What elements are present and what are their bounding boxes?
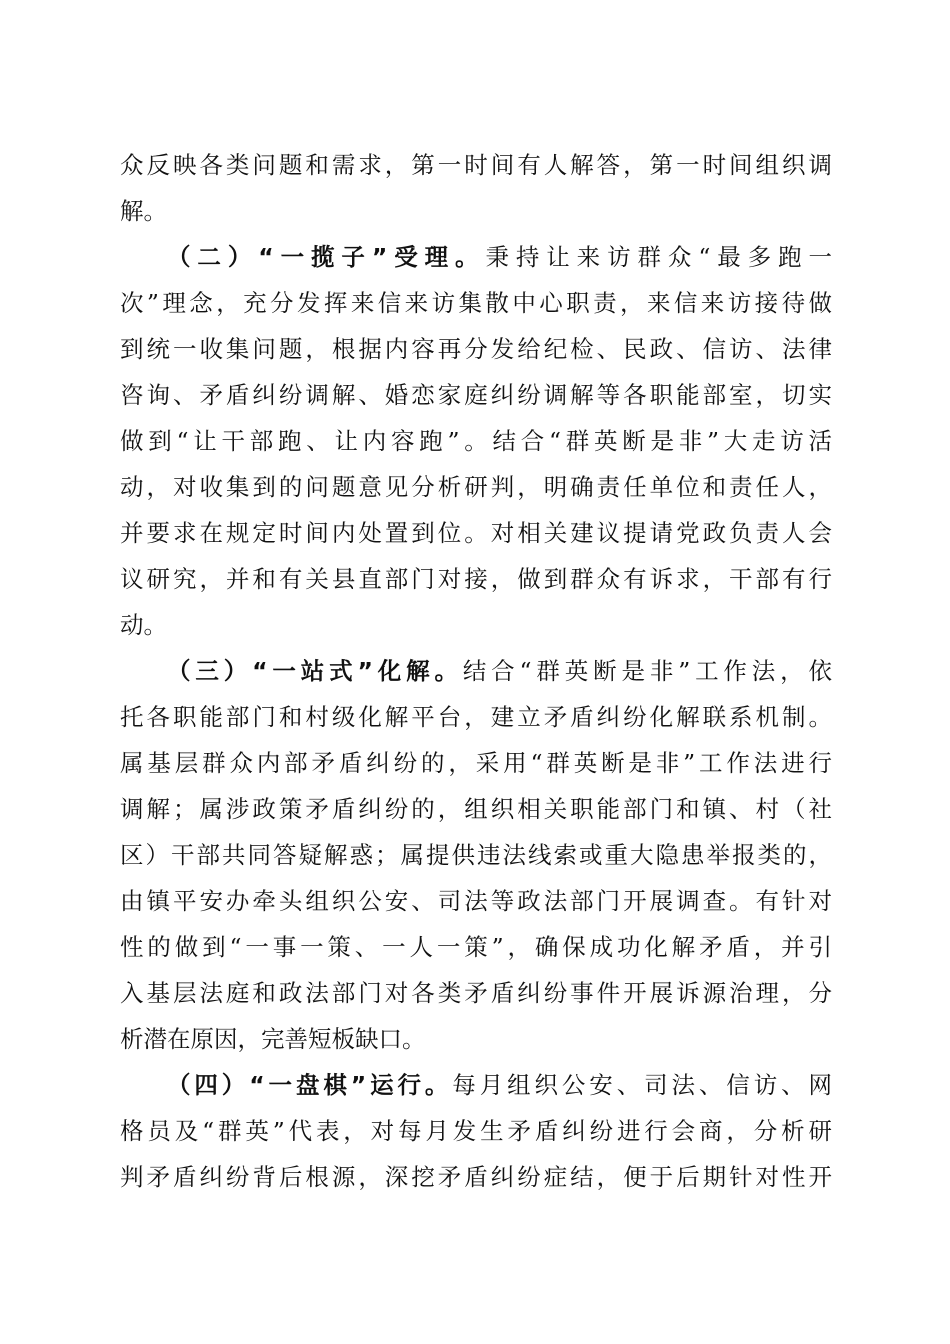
section-heading: （二）“一揽子”受理。 [167, 243, 486, 271]
paragraph-line: 咨询、矛盾纠纷调解、婚恋家庭纠纷调解等各职能部室，切实 [120, 381, 832, 409]
paragraph-line: 由镇平安办牵头组织公安、司法等政法部门开展调查。有针对 [120, 887, 832, 915]
paragraph-first-line [120, 648, 832, 694]
paragraph-line: 每月组织公安、司法、信访、网 [452, 1071, 833, 1099]
paragraph-line: 托各职能部门和村级化解平台，建立矛盾纠纷化解联系机制。 [120, 703, 832, 731]
paragraph-line: 调解；属涉政策矛盾纠纷的，组织相关职能部门和镇、村（社 [120, 795, 832, 823]
paragraph-line: 结合“群英断是非”工作法，依 [462, 657, 833, 685]
document-body [120, 142, 832, 1200]
paragraph-line: 性的做到“一事一策、一人一策”，确保成功化解矛盾，并引 [120, 933, 832, 961]
paragraph-line: 动，对收集到的问题意见分析研判，明确责任单位和责任人， [120, 473, 832, 501]
paragraph-line: 并要求在规定时间内处置到位。对相关建议提请党政负责人会 [120, 519, 832, 547]
paragraph-line: 秉持让来访群众“最多跑一 [485, 243, 832, 271]
paragraph-first-line [120, 1062, 832, 1108]
section-heading: （四）“一盘棋”运行。 [167, 1071, 453, 1099]
paragraph-line: 到统一收集问题，根据内容再分发给纪检、民政、信访、法律 [120, 335, 832, 363]
paragraph-line: 众反映各类问题和需求，第一时间有人解答，第一时间组织调 [120, 151, 832, 179]
paragraph-line: 议研究，并和有关县直部门对接，做到群众有诉求，干部有行 [120, 565, 832, 593]
paragraph-line: 做到“让干部跑、让内容跑”。结合“群英断是非”大走访活 [120, 427, 832, 455]
section-heading: （三）“一站式”化解。 [167, 657, 463, 685]
paragraph-line: 析潜在原因，完善短板缺口。 [120, 1025, 426, 1053]
paragraph-line: 次”理念，充分发挥来信来访集散中心职责，来信来访接待做 [120, 289, 832, 317]
paragraph-line: 判矛盾纠纷背后根源，深挖矛盾纠纷症结，便于后期针对性开 [120, 1163, 832, 1191]
paragraph-line: 动。 [120, 611, 167, 639]
paragraph-first-line [120, 234, 832, 280]
paragraph-line: 解。 [120, 197, 167, 225]
paragraph-line: 格员及“群英”代表，对每月发生矛盾纠纷进行会商，分析研 [120, 1117, 832, 1145]
paragraph-line: 属基层群众内部矛盾纠纷的，采用“群英断是非”工作法进行 [120, 749, 832, 777]
paragraph-line: 入基层法庭和政法部门对各类矛盾纠纷事件开展诉源治理，分 [120, 979, 832, 1007]
paragraph-line: 区）干部共同答疑解惑；属提供违法线索或重大隐患举报类的， [120, 841, 832, 869]
